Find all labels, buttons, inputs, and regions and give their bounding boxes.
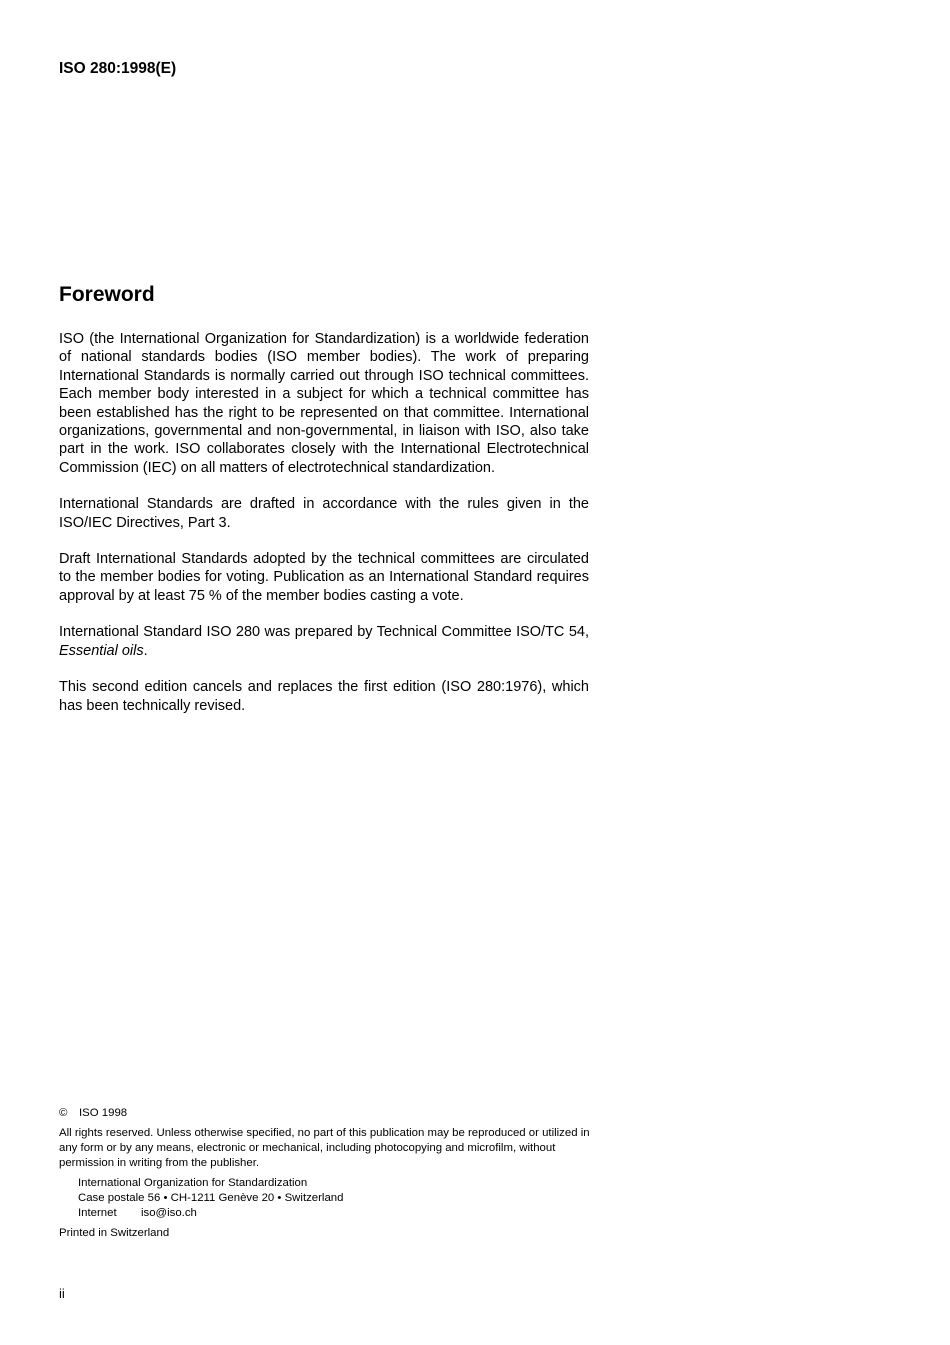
printed-location: Printed in Switzerland [59, 1227, 170, 1239]
committee-name: Essential oils [59, 642, 144, 659]
copyright-block [59, 1106, 594, 1246]
publisher-address [59, 1176, 594, 1221]
organization-name: International Organization for Standardization [78, 1177, 308, 1189]
internet-email: iso@iso.ch [141, 1207, 197, 1219]
paragraph-voting: Draft International Standards adopted by the technical committees are circulated to the member bodies for voting. Publication as an International Standard requires approval by at least 75 % of the member bodies casting a vote. [59, 551, 589, 604]
rights-statement: All rights reserved. Unless otherwise specified, no part of this publication may be reproduced or utilized in any form or by any means, electronic or mechanical, including photocopying and microfilm, without permission in writing from the publisher. [59, 1127, 590, 1169]
internet-label: Internet [78, 1207, 117, 1219]
copyright-icon: © [59, 1107, 68, 1119]
internet-row [78, 1206, 594, 1221]
committee-text: International Standard ISO 280 was prepared by Technical Committee ISO/TC 54, [59, 624, 589, 641]
paragraph-iso-intro: ISO (the International Organization for Standardization) is a worldwide federation of national standards bodies (ISO member bodies). The work of preparing International Standards is normally carried out through ISO technical committees. Each member body interested in a subject for which a technical committee has been established has the right to be represented on that committee. International organizations, governmental and non-governmental, in liaison with ISO, also take part in the work. ISO collaborates closely with the International Electrotechnical Commission (IEC) on all matters of electrotechnical standardization. [59, 331, 589, 476]
paragraph-committee [59, 623, 589, 660]
copyright-year: ISO 1998 [79, 1107, 128, 1119]
committee-period: . [143, 642, 148, 659]
copyright-line [59, 1106, 594, 1121]
page-number: ii [59, 1286, 65, 1301]
document-identifier: ISO 280:1998(E) [59, 60, 177, 77]
paragraph-edition: This second edition cancels and replaces the first edition (ISO 280:1976), which has been technically revised. [59, 679, 589, 714]
section-title: Foreword [59, 283, 155, 306]
foreword-body [59, 330, 589, 733]
postal-address: Case postale 56 • CH-1211 Genève 20 • Switzerland [78, 1192, 344, 1204]
paragraph-drafting-rules: International Standards are drafted in accordance with the rules given in the ISO/IEC Directives, Part 3. [59, 496, 589, 531]
